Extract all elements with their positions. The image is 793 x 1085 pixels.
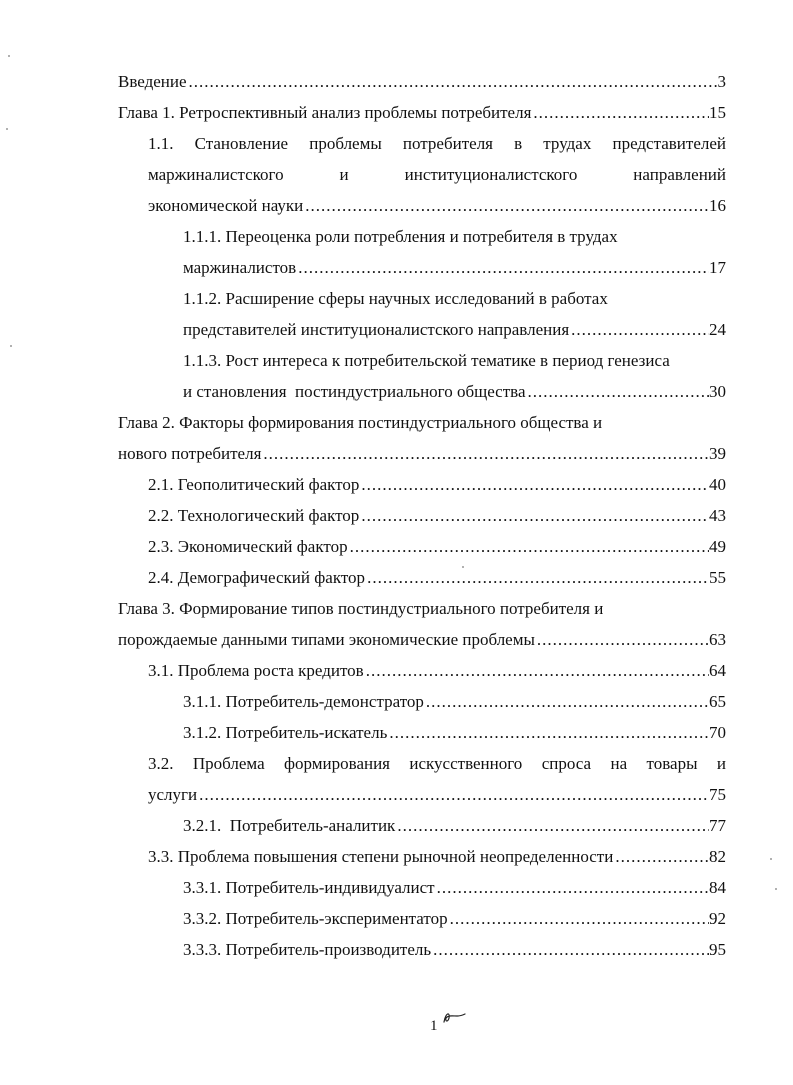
toc-entry-text: 1.1.3. Рост интереса к потребительской тематике в период генезиса: [183, 351, 670, 370]
toc-entry-title: 2.3. Экономический фактор: [148, 537, 348, 556]
toc-entry-1-1-line-3: [148, 190, 726, 221]
toc-entry-page: 39: [709, 444, 726, 463]
toc-entry-1-1-line-2: [148, 159, 726, 190]
toc-entry-3-2-line-1: [148, 748, 726, 779]
toc-entry-3-2-line-2: [148, 779, 726, 810]
toc-entry-text: 1.1.2. Расширение сферы научных исследований в работах: [183, 289, 608, 308]
toc-entry-title: 3.3.2. Потребитель-экспериментатор: [183, 909, 448, 928]
toc-entry-1-1-3-line-1: [183, 345, 726, 376]
toc-entry-page: 43: [709, 506, 726, 525]
dot-leader: [431, 934, 709, 965]
toc-entry-1-1-1-line-1: [183, 221, 726, 252]
toc-entry-chapter-2-line-1: [118, 407, 726, 438]
dot-leader: [613, 841, 709, 872]
toc-entry-text: Глава 3. Формирование типов постиндустриального потребителя и: [118, 599, 604, 618]
handwritten-mark-icon: [441, 1010, 467, 1026]
toc-entry-title: Введение: [118, 72, 187, 91]
toc-entry-page: 49: [709, 537, 726, 556]
dot-leader: [261, 438, 709, 469]
toc-entry-3-3-3: [183, 934, 726, 965]
toc-entry-3-1: [148, 655, 726, 686]
dot-leader: [364, 655, 709, 686]
toc-entry-page: 70: [709, 723, 726, 742]
toc-entry-intro: [118, 66, 726, 97]
toc-entry-text: Глава 2. Факторы формирования постиндустриального общества и: [118, 413, 603, 432]
dot-leader: [424, 686, 709, 717]
toc-entry-page: 15: [709, 103, 726, 122]
toc-entry-text: 1.1. Становление проблемы потребителя в трудах представителей: [148, 134, 726, 153]
page-number: 1: [430, 1018, 438, 1034]
toc-entry-page: 24: [709, 320, 726, 339]
toc-entry-3-3-1: [183, 872, 726, 903]
scan-speck: [6, 128, 8, 130]
toc-entry-page: 82: [709, 847, 726, 866]
scan-speck: [8, 55, 10, 57]
dot-leader: [296, 252, 709, 283]
toc-entry-page: 3: [717, 72, 726, 91]
dot-leader: [303, 190, 709, 221]
toc-entry-text: маржиналистского и институционалистского направлений: [148, 165, 726, 184]
dot-leader: [535, 624, 709, 655]
toc-entry-title: услуги: [148, 785, 198, 804]
toc-entry-page: 77: [709, 816, 726, 835]
scan-speck: [770, 858, 772, 860]
dot-leader: [526, 376, 710, 407]
toc-entry-page: 63: [709, 630, 726, 649]
toc-entry-page: 75: [709, 785, 726, 804]
toc-entry-title: 3.2.1. Потребитель-аналитик: [183, 816, 396, 835]
toc-entry-title: 3.3. Проблема повышения степени рыночной неопределенности: [148, 847, 614, 866]
toc-entry-1-1-2-line-2: [183, 314, 726, 345]
toc-entry-page: 40: [709, 475, 726, 494]
toc-entry-1-1-line-1: [148, 128, 726, 159]
toc-entry-page: 17: [709, 258, 726, 277]
toc-entry-title: 2.2. Технологический фактор: [148, 506, 360, 525]
dot-leader: [359, 500, 709, 531]
dot-leader: [448, 903, 709, 934]
toc-entry-title: 2.4. Демографический фактор: [148, 568, 366, 587]
toc-entry-2-4: [148, 562, 726, 593]
toc-entry-page: 30: [709, 382, 726, 401]
toc-entry-title: 3.1.2. Потребитель-искатель: [183, 723, 388, 742]
dot-leader: [197, 779, 709, 810]
toc-entry-title: Глава 1. Ретроспективный анализ проблемы потребителя: [118, 103, 532, 122]
toc-entry-3-1-2: [183, 717, 726, 748]
toc-entry-page: 65: [709, 692, 726, 711]
toc-entry-title: 2.1. Геополитический фактор: [148, 475, 360, 494]
toc-entry-2-2: [148, 500, 726, 531]
toc-entry-title: 3.1.1. Потребитель-демонстратор: [183, 692, 424, 711]
dot-leader: [531, 97, 709, 128]
toc-entry-chapter-3-line-2: [118, 624, 726, 655]
toc-entry-3-3-2: [183, 903, 726, 934]
toc-entry-chapter-3-line-1: [118, 593, 726, 624]
dot-leader: [187, 66, 718, 97]
toc-entry-page: 55: [709, 568, 726, 587]
toc-entry-title: 3.3.3. Потребитель-производитель: [183, 940, 432, 959]
dot-leader: [395, 810, 709, 841]
dot-leader: [569, 314, 709, 345]
toc-entry-title: и становления постиндустриального общества: [183, 382, 526, 401]
toc-entry-3-2-1: [183, 810, 726, 841]
scan-speck: [462, 566, 464, 568]
toc-entry-page: 92: [709, 909, 726, 928]
toc-entry-title: экономической науки: [148, 196, 304, 215]
toc-entry-chapter-1: [118, 97, 726, 128]
toc-entry-1-1-3-line-2: [183, 376, 726, 407]
toc-entry-title: нового потребителя: [118, 444, 262, 463]
toc-entry-2-1: [148, 469, 726, 500]
table-of-contents: [0, 66, 793, 965]
toc-entry-text: 1.1.1. Переоценка роли потребления и потребителя в трудах: [183, 227, 618, 246]
toc-entry-chapter-2-line-2: [118, 438, 726, 469]
toc-entry-title: представителей институционалистского направления: [183, 320, 570, 339]
toc-entry-3-1-1: [183, 686, 726, 717]
toc-entry-title: порождаемые данными типами экономические проблемы: [118, 630, 535, 649]
dot-leader: [435, 872, 709, 903]
dot-leader: [359, 469, 709, 500]
dot-leader: [348, 531, 709, 562]
dot-leader: [387, 717, 709, 748]
dot-leader: [365, 562, 709, 593]
toc-entry-page: 84: [709, 878, 726, 897]
scan-speck: [10, 345, 12, 347]
scan-speck: [775, 888, 777, 890]
toc-entry-title: маржиналистов: [183, 258, 297, 277]
toc-entry-2-3: [148, 531, 726, 562]
toc-entry-title: 3.3.1. Потребитель-индивидуалист: [183, 878, 435, 897]
toc-entry-1-1-1-line-2: [183, 252, 726, 283]
toc-entry-page: 64: [709, 661, 726, 680]
toc-entry-page: 95: [709, 940, 726, 959]
toc-entry-page: 16: [709, 196, 726, 215]
toc-entry-text: 3.2. Проблема формирования искусственного спроса на товары и: [148, 754, 726, 773]
toc-entry-3-3: [148, 841, 726, 872]
toc-entry-title: 3.1. Проблема роста кредитов: [148, 661, 364, 680]
toc-entry-1-1-2-line-1: [183, 283, 726, 314]
